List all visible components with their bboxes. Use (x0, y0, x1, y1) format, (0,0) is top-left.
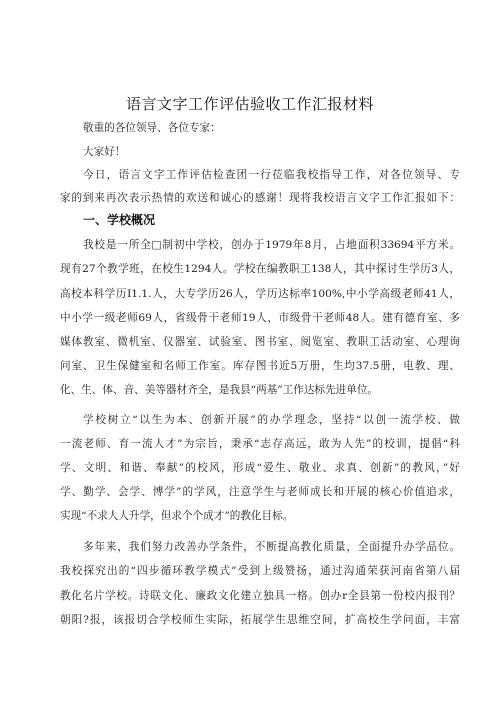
hello-line: 大家好！ (83, 146, 126, 158)
intro-line-2: 家的到来再次表示热情的欢送和诚心的感谢！现将我校语言文字工作汇报如下： (60, 192, 460, 204)
greeting-line: 敬重的各位领导、各位专家： (83, 122, 221, 134)
para1-line-3: 高校本科学历I1.1.人，大专学历26人，学历达标率100%,中小学高级老师41人， (60, 288, 460, 300)
para3-line-3: 教化名片学校。诗联文化、廉政文化建立独具一格。创办r全县第一份校内报刊？ (60, 590, 460, 602)
para2-line-1: 学校树立“以生为本、创新开展”的办学理念，坚持“以创一流学校、做 (83, 414, 460, 426)
para1-line-4: 中小学一级老师69人，省级骨干老师19人，市级骨干老师48人。建有德育室、多 (60, 312, 460, 324)
para1-line-6: 问室、卫生保健室和名师工作室。库存图书近5万册，生均37.5册，电教、理、 (60, 360, 460, 372)
para2-line-5: 实现“不求人人升学，但求个个成才”的教化目标。 (60, 510, 294, 522)
section-heading-school-overview: 一、学校概况 (83, 213, 156, 227)
para2-line-2: 一流老师、育一流人才”为宗旨，秉承“志存高远，敢为人先”的校训，提倡“科 (60, 438, 460, 450)
document-title: 语言文字工作评估验收工作汇报材料 (125, 95, 374, 113)
para1-line-5: 媒体教室、微机室、仪器室、试验室、图书室、阅览室、教职工活动室、心理询 (60, 336, 460, 348)
para1-line-1: 我校是一所全□制初中学校，创办于1979年8月，占地面积33694平方米。 (83, 239, 460, 251)
para1-line-7: 化、生、体、音、美等器材齐全，是我县“两基”工作达标先进单位。 (60, 384, 379, 396)
para3-line-4: 朝阳?报，该报切合学校师生实际，拓展学生思维空间，扩高校生学问面，丰富 (60, 614, 460, 626)
para1-line-2: 现有27个教学班，在校生1294人。学校在编教职工138人，其中探讨生学历3人， (60, 263, 460, 275)
para3-line-1: 多年来，我们努力改善办学条件，不断提高教化质量，全面提升办学品位。 (83, 541, 460, 553)
para2-line-3: 学、文明、和谐、奉献”的校风，形成“爱生、敬业、求真、创新”的教风，”好 (60, 462, 460, 474)
intro-line-1: 今日，语言文字工作评估检查团一行莅临我校指导工作，对各位领导、专 (83, 169, 460, 181)
para2-line-4: 学、勤学、会学、博学”的学风，注意学生与老师成长和开展的核心价值追求， (60, 486, 460, 498)
para3-line-2: 我校探究出的“四步循环教学模式”受到上级赞扬，通过沟通荣获河南省第八届 (60, 565, 460, 577)
